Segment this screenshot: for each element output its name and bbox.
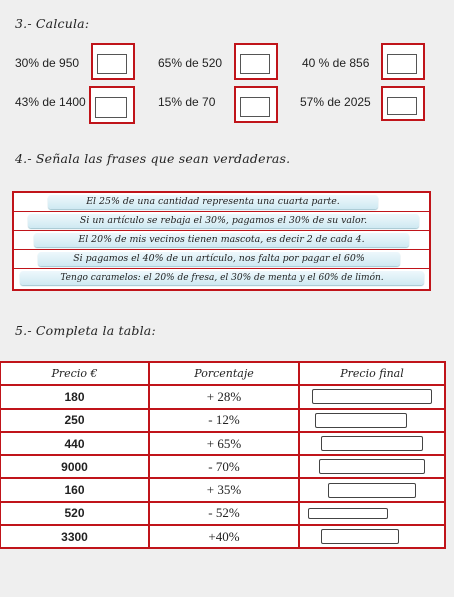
percent-cell: + 35% (149, 478, 299, 501)
statement-text: El 20% de mis vecinos tienen mascota, es decir 2 de cada 4. (34, 233, 409, 247)
final-price-cell (299, 502, 445, 525)
calc-answer-box[interactable] (381, 86, 425, 121)
percent-cell: - 52% (149, 502, 299, 525)
final-price-cell (299, 478, 445, 501)
percent-cell: - 70% (149, 455, 299, 478)
price-table (0, 361, 446, 549)
header-percent: Porcentaje (149, 362, 299, 385)
final-price-input[interactable] (321, 529, 399, 544)
calc-item-label: 30% de 950 (15, 56, 80, 70)
statement-row[interactable] (14, 193, 429, 212)
final-price-input[interactable] (319, 459, 425, 474)
section-3-title: 3.- Calcula: (15, 16, 90, 31)
final-price-input[interactable] (308, 508, 388, 519)
statement-row[interactable] (14, 212, 429, 231)
statement-text: Tengo caramelos: el 20% de fresa, el 30% de menta y el 60% de limón. (20, 271, 424, 285)
percent-cell: + 28% (149, 385, 299, 408)
calc-answer-box[interactable] (381, 43, 425, 80)
statement-row[interactable] (14, 269, 429, 289)
percent-cell: + 65% (149, 432, 299, 455)
calc-answer-box[interactable] (234, 43, 278, 80)
statement-text: Si pagamos el 40% de un artículo, nos falta por pagar el 60% (38, 252, 400, 266)
price-cell: 520 (0, 502, 149, 525)
statement-row[interactable] (14, 231, 429, 250)
section-5-title: 5.- Completa la tabla: (15, 323, 156, 338)
price-cell: 9000 (0, 455, 149, 478)
price-cell: 180 (0, 385, 149, 408)
final-price-input[interactable] (312, 389, 432, 404)
table-row (0, 502, 445, 525)
table-row (0, 385, 445, 408)
final-price-cell (299, 525, 445, 548)
table-row (0, 455, 445, 478)
percent-cell: - 12% (149, 409, 299, 432)
calc-item-label: 40 % de 856 (302, 56, 370, 70)
statement-row[interactable] (14, 250, 429, 269)
table-row (0, 409, 445, 432)
statement-text: Si un artículo se rebaja el 30%, pagamos el 30% de su valor. (28, 214, 419, 228)
final-price-input[interactable] (328, 483, 416, 498)
final-price-input[interactable] (315, 413, 407, 428)
price-cell: 250 (0, 409, 149, 432)
header-price: Precio € (0, 362, 149, 385)
calc-item-label: 57% de 2025 (300, 95, 371, 109)
calc-item-label: 43% de 1400 (15, 95, 86, 109)
table-row (0, 432, 445, 455)
final-price-cell (299, 385, 445, 408)
price-cell: 3300 (0, 525, 149, 548)
calc-item-label: 15% de 70 (158, 95, 216, 109)
table-row (0, 478, 445, 501)
calc-answer-box[interactable] (89, 86, 135, 124)
table-header-row (0, 362, 445, 385)
final-price-cell (299, 432, 445, 455)
percent-cell: +40% (149, 525, 299, 548)
final-price-cell (299, 409, 445, 432)
calc-answer-box[interactable] (91, 43, 135, 80)
calc-answer-box[interactable] (234, 86, 278, 123)
table-row (0, 525, 445, 548)
header-final-price: Precio final (299, 362, 445, 385)
section-4-title: 4.- Señala las frases que sean verdaderas. (15, 151, 291, 166)
statements-list (12, 191, 431, 291)
price-cell: 440 (0, 432, 149, 455)
price-cell: 160 (0, 478, 149, 501)
statement-text: El 25% de una cantidad representa una cuarta parte. (48, 195, 378, 209)
calc-item-label: 65% de 520 (158, 56, 223, 70)
final-price-cell (299, 455, 445, 478)
final-price-input[interactable] (321, 436, 423, 451)
